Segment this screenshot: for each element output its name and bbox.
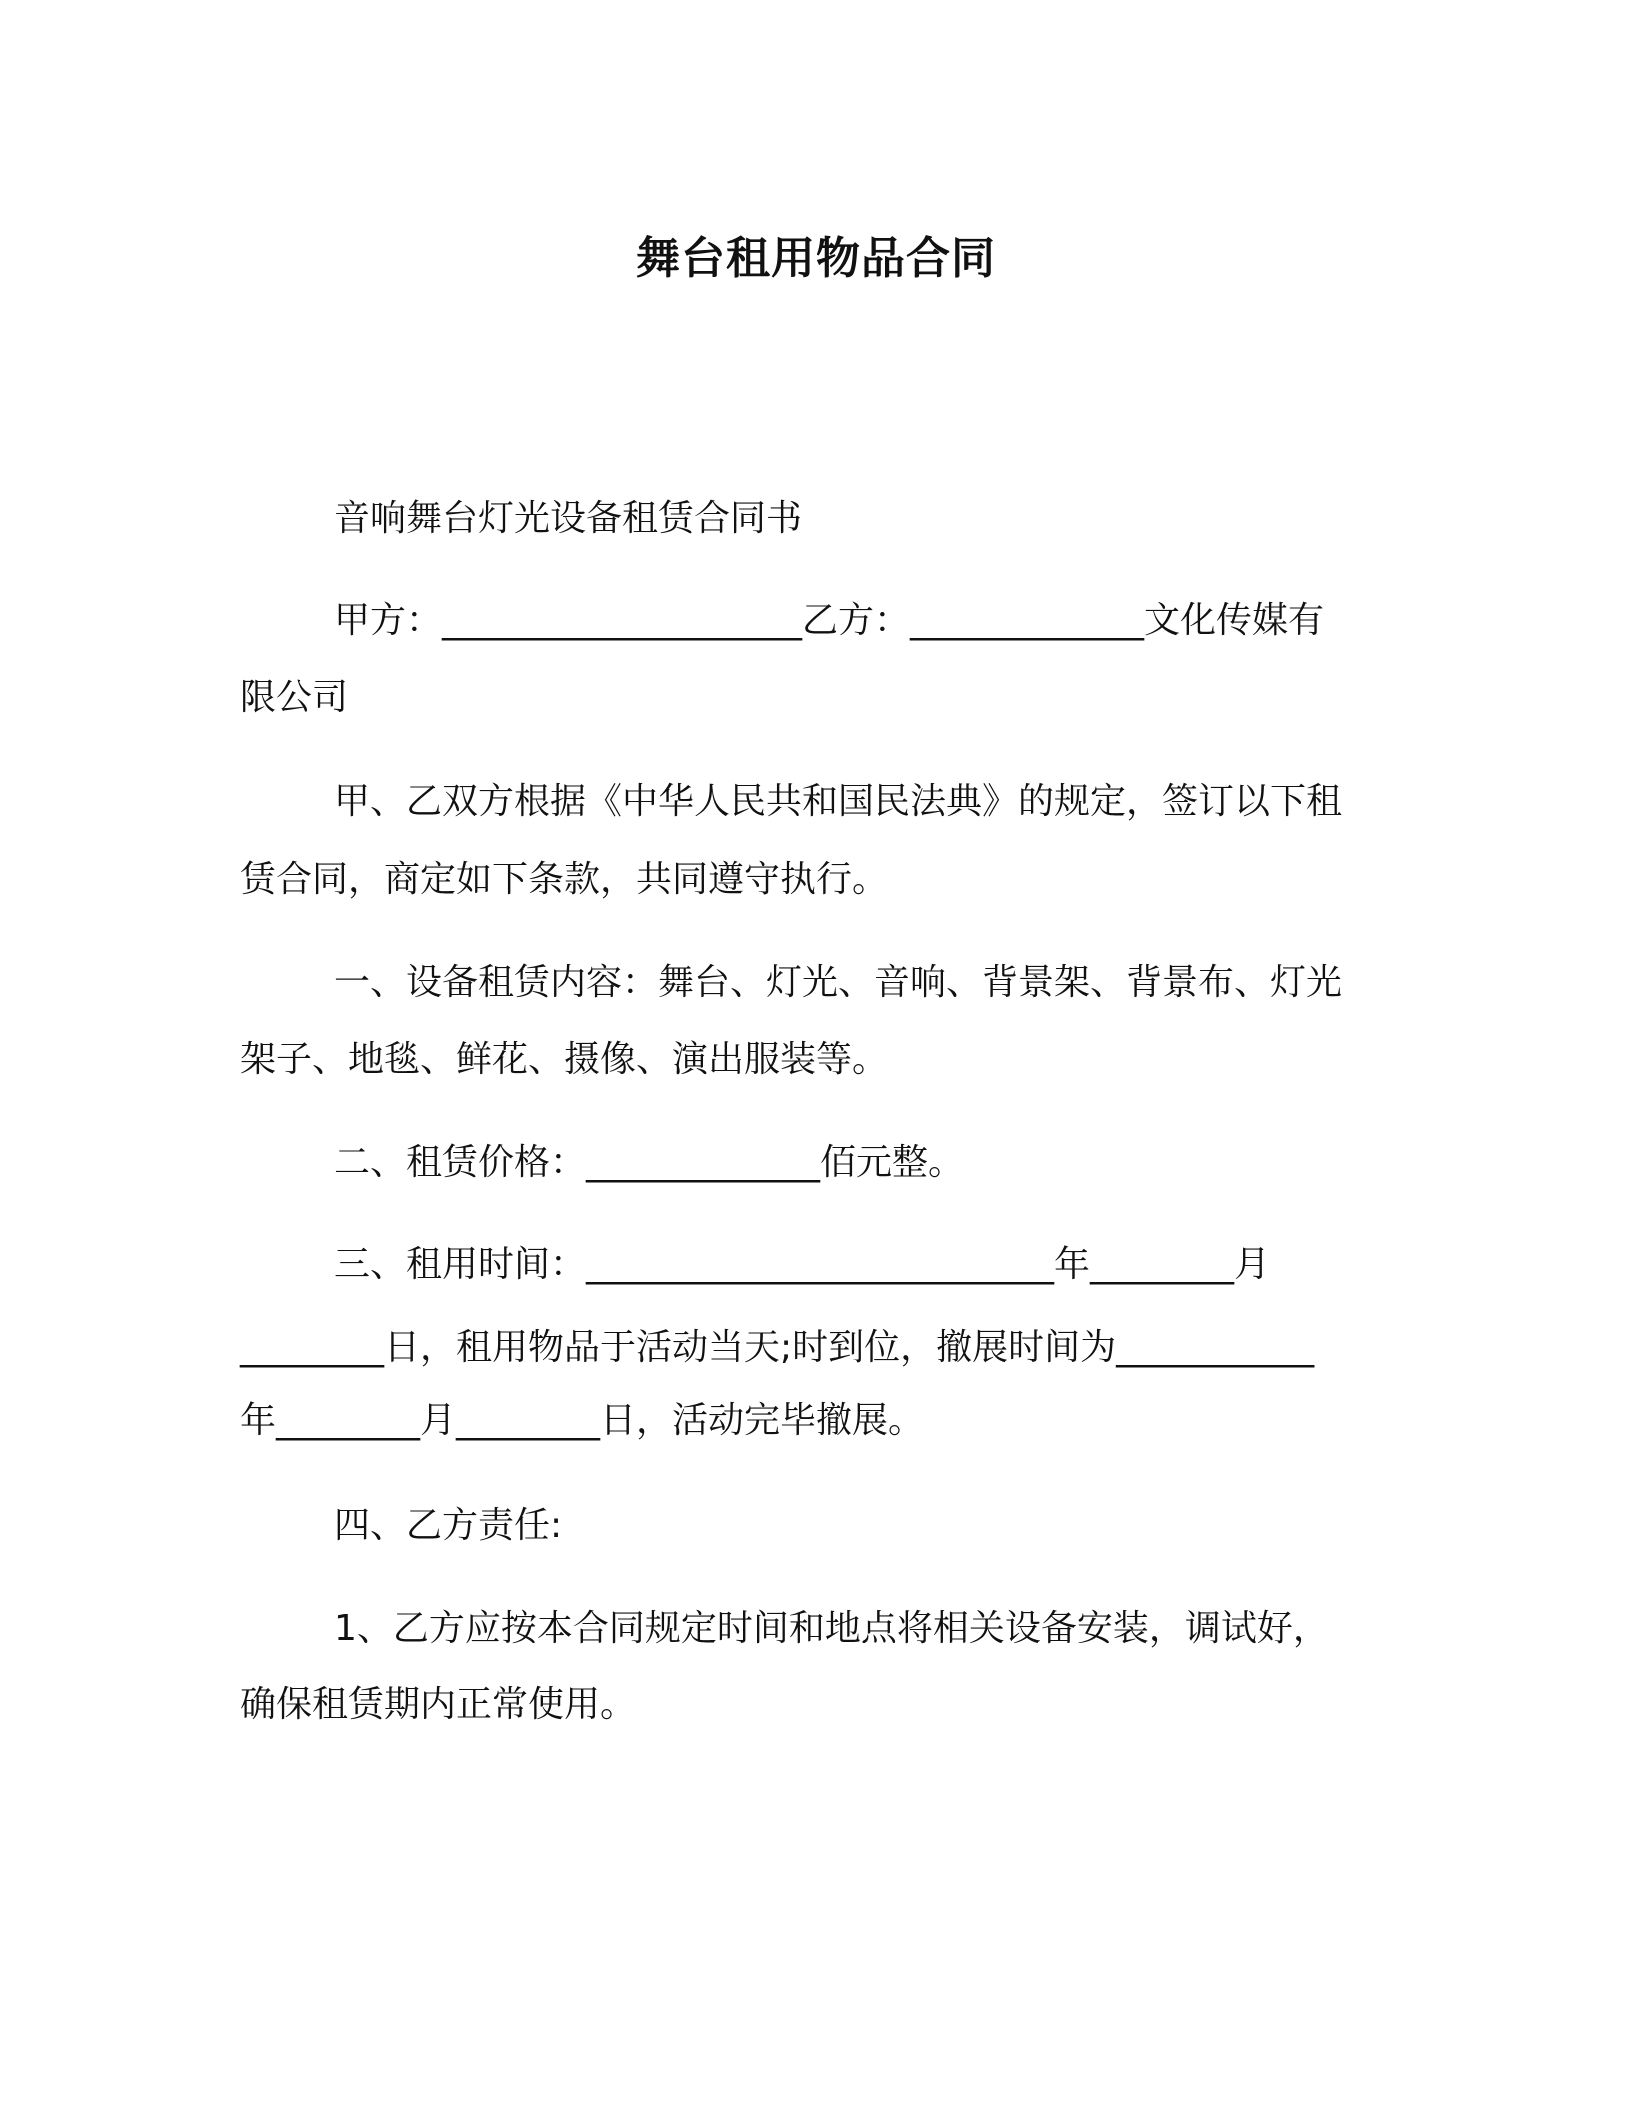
parties-line-cont: 限公司 [240, 677, 349, 718]
clause-1-line: 一、设备租赁内容：舞台、灯光、音响、背景架、背景布、灯光 [334, 962, 1343, 1003]
clause-1-line-cont: 架子、地毯、鲜花、摄像、演出服装等。 [240, 1039, 889, 1080]
document-title: 舞台租用物品合同 [636, 233, 996, 284]
preamble-line: 甲、乙双方根据《中华人民共和国民法典》的规定，签订以下租 [334, 781, 1343, 822]
clause-3-line-cont-1: ________日，租用物品于活动当天;时到位，撤展时间为___________ [240, 1327, 1315, 1368]
clause-3-line-cont-2: 年________月________日，活动完毕撤展。 [240, 1400, 925, 1441]
clause-4-item-1-line: 1、乙方应按本合同规定时间和地点将相关设备安装，调试好， [334, 1608, 1329, 1649]
subtitle-line: 音响舞台灯光设备租赁合同书 [334, 498, 803, 539]
parties-line: 甲方：____________________乙方：_____________文化传媒有 [334, 600, 1325, 641]
clause-4-item-1-line-cont: 确保租赁期内正常使用。 [240, 1684, 637, 1725]
clause-4-heading: 四、乙方责任: [334, 1505, 563, 1546]
preamble-line-cont: 赁合同，商定如下条款，共同遵守执行。 [240, 859, 889, 900]
clause-2-line: 二、租赁价格：_____________佰元整。 [334, 1142, 965, 1183]
clause-3-line: 三、租用时间：__________________________年________月 [334, 1244, 1271, 1285]
